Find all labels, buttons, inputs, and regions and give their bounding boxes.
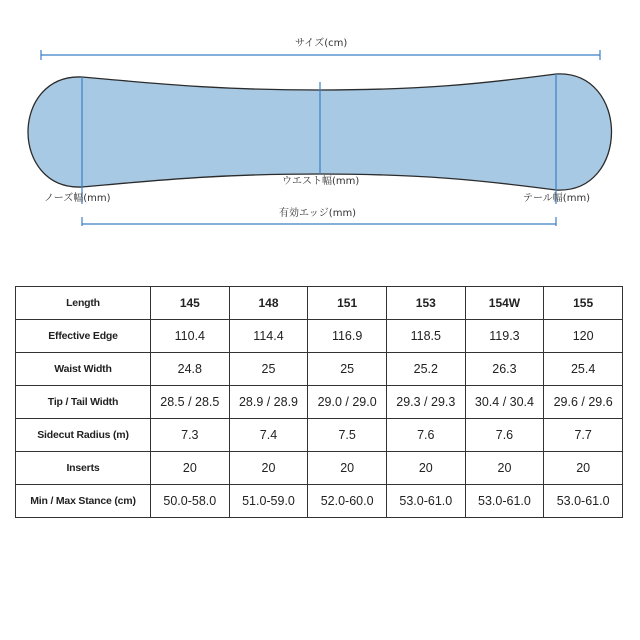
- table-row: [16, 452, 623, 485]
- table-cell: 52.0-60.0: [308, 485, 387, 518]
- table-cell: 7.4: [229, 419, 308, 452]
- row-label: Length: [16, 287, 151, 320]
- table-cell: 118.5: [386, 320, 465, 353]
- row-label: Effective Edge: [16, 320, 151, 353]
- table-row: [16, 419, 623, 452]
- table-cell: 7.5: [308, 419, 387, 452]
- table-row: [16, 320, 623, 353]
- table-cell: 28.5 / 28.5: [151, 386, 230, 419]
- table-cell: 53.0-61.0: [544, 485, 623, 518]
- table-cell: 7.3: [151, 419, 230, 452]
- table-cell: 24.8: [151, 353, 230, 386]
- table-cell: 25: [308, 353, 387, 386]
- size-header: 151: [308, 287, 387, 320]
- table-cell: 28.9 / 28.9: [229, 386, 308, 419]
- row-label: Waist Width: [16, 353, 151, 386]
- table-cell: 53.0-61.0: [386, 485, 465, 518]
- table-cell: 25.4: [544, 353, 623, 386]
- effective-edge-label: 有効エッジ(mm): [276, 208, 359, 220]
- spec-table-body: [16, 287, 623, 518]
- table-cell: 20: [308, 452, 387, 485]
- table-cell: 51.0-59.0: [229, 485, 308, 518]
- spec-table: [15, 286, 623, 518]
- table-cell: 120: [544, 320, 623, 353]
- table-row: [16, 485, 623, 518]
- table-row: [16, 386, 623, 419]
- table-cell: 116.9: [308, 320, 387, 353]
- size-label: サイズ(cm): [292, 38, 350, 50]
- table-cell: 114.4: [229, 320, 308, 353]
- table-cell: 119.3: [465, 320, 544, 353]
- table-cell: 20: [229, 452, 308, 485]
- snowboard-diagram: [0, 0, 640, 260]
- row-label: Tip / Tail Width: [16, 386, 151, 419]
- table-cell: 20: [465, 452, 544, 485]
- table-cell: 50.0-58.0: [151, 485, 230, 518]
- size-header: 148: [229, 287, 308, 320]
- table-cell: 25: [229, 353, 308, 386]
- table-cell: 20: [544, 452, 623, 485]
- size-header: 153: [386, 287, 465, 320]
- size-header: 145: [151, 287, 230, 320]
- table-cell: 7.6: [386, 419, 465, 452]
- table-cell: 20: [151, 452, 230, 485]
- row-label: Inserts: [16, 452, 151, 485]
- table-cell: 110.4: [151, 320, 230, 353]
- table-cell: 53.0-61.0: [465, 485, 544, 518]
- table-cell: 29.0 / 29.0: [308, 386, 387, 419]
- table-cell: 30.4 / 30.4: [465, 386, 544, 419]
- tail-width-label: テール幅(mm): [523, 193, 591, 204]
- table-cell: 26.3: [465, 353, 544, 386]
- table-row: [16, 287, 623, 320]
- waist-width-label: ウエスト幅(mm): [282, 176, 360, 187]
- table-cell: 20: [386, 452, 465, 485]
- table-cell: 29.6 / 29.6: [544, 386, 623, 419]
- table-cell: 29.3 / 29.3: [386, 386, 465, 419]
- nose-width-label: ノーズ幅(mm): [44, 193, 111, 204]
- table-cell: 25.2: [386, 353, 465, 386]
- table-cell: 7.6: [465, 419, 544, 452]
- row-label: Min / Max Stance (cm): [16, 485, 151, 518]
- table-row: [16, 353, 623, 386]
- size-header: 155: [544, 287, 623, 320]
- table-cell: 7.7: [544, 419, 623, 452]
- size-header: 154W: [465, 287, 544, 320]
- row-label: Sidecut Radius (m): [16, 419, 151, 452]
